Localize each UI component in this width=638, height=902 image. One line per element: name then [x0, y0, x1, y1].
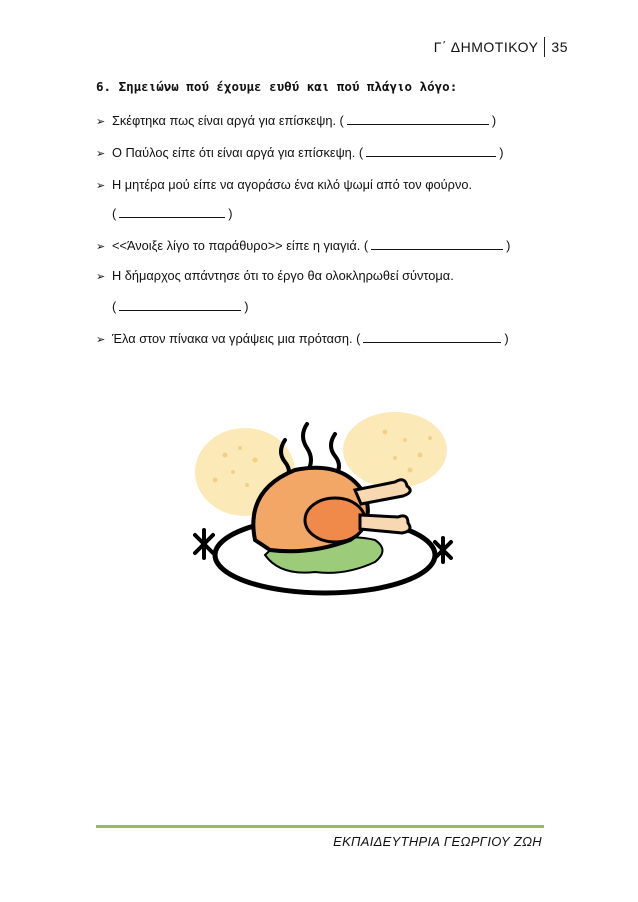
exercise-item-5: ➢ Η δήμαρχος απάντησε ότι το έργο θα ολοκληρωθεί σύντομα. — [96, 268, 454, 283]
answer-blank[interactable] — [119, 299, 241, 311]
answer-blank[interactable] — [119, 206, 225, 218]
page-header — [434, 37, 568, 57]
answer-blank[interactable] — [363, 331, 501, 343]
arrow-bullet-icon: ➢ — [96, 148, 106, 160]
header-separator — [544, 37, 545, 57]
exercise-item-5-answer: ( ) — [112, 299, 249, 314]
arrow-bullet-icon: ➢ — [96, 180, 106, 192]
exercise-item-4: ➢ <<Άνοιξε λίγο το παράθυρο>> είπε η γιαγιά. ( ) — [96, 238, 511, 253]
exercise-title: 6. Σημειώνω πού έχουμε ευθύ και πού πλάγιο λόγο: — [96, 79, 458, 94]
answer-blank[interactable] — [347, 113, 489, 125]
footer-rule — [96, 825, 544, 828]
arrow-bullet-icon: ➢ — [96, 116, 106, 128]
arrow-bullet-icon: ➢ — [96, 241, 106, 253]
exercise-item-6: ➢ Έλα στον πίνακα να γράψεις μια πρόταση. ( ) — [96, 331, 509, 346]
grade-label: Γ΄ ΔΗΜΟΤΙΚΟΥ — [433, 39, 539, 55]
footer-author: ΕΚΠΑΙΔΕΥΤΗΡΙΑ ΓΕΩΡΓΙΟΥ ΖΩΗ — [333, 834, 542, 849]
exercise-item-1: ➢ Σκέφτηκα πως είναι αργά για επίσκεψη. ( ) — [96, 113, 497, 128]
page-number: 35 — [551, 39, 568, 55]
exercise-item-2: ➢ Ο Παύλος είπε ότι είναι αργά για επίσκεψη. ( ) — [96, 145, 504, 160]
exercise-item-3: ➢ Η μητέρα μού είπε να αγοράσω ένα κιλό ψωμί από τον φούρνο. — [96, 177, 473, 192]
arrow-bullet-icon: ➢ — [96, 271, 106, 283]
answer-blank[interactable] — [366, 145, 496, 157]
answer-blank[interactable] — [371, 238, 503, 250]
arrow-bullet-icon: ➢ — [96, 334, 106, 346]
exercise-item-3-answer: ( ) — [112, 206, 233, 221]
roast-chicken-icon — [185, 410, 455, 600]
